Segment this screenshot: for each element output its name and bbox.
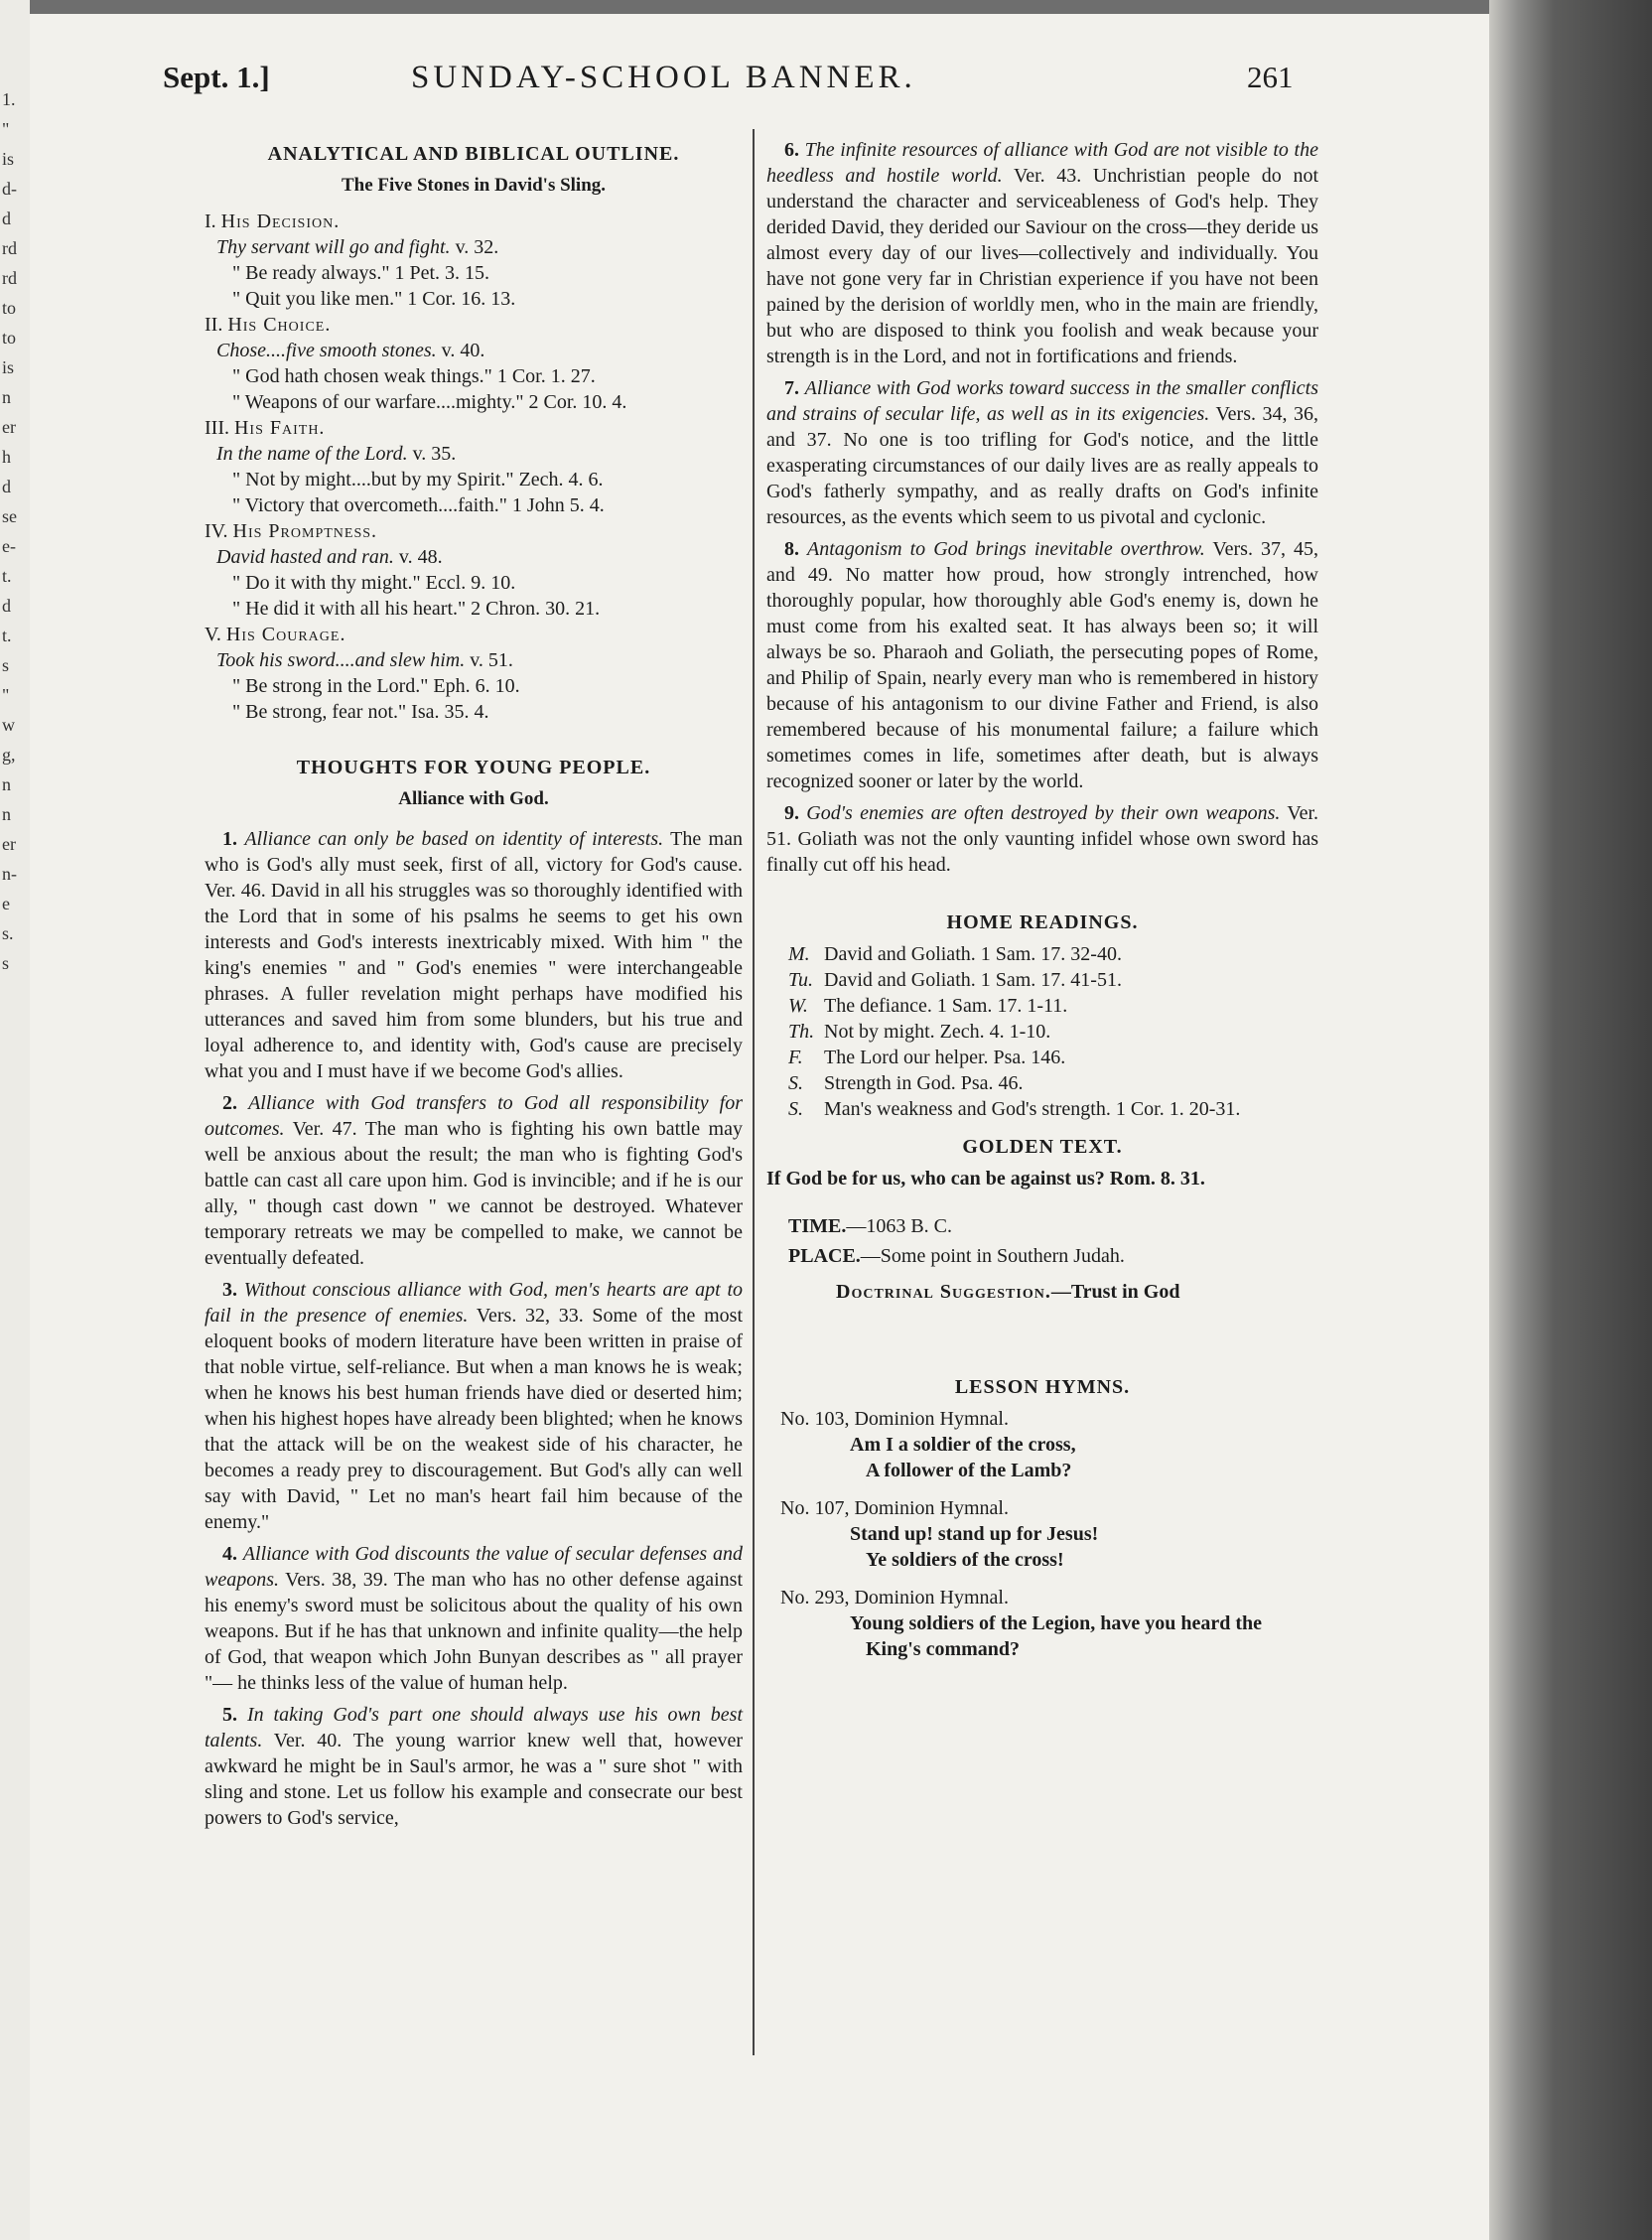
- adjacent-page-fragment: t.: [2, 566, 12, 586]
- home-reading-item: [766, 967, 1318, 993]
- hymn-line: Am I a soldier of the cross,: [850, 1434, 1076, 1456]
- home-reading-item: [766, 993, 1318, 1019]
- reading-text: The defiance. 1 Sam. 17. 1-11.: [824, 995, 1068, 1017]
- outline-numeral: I.: [205, 210, 216, 232]
- adjacent-page-fragment: ": [2, 685, 10, 705]
- adjacent-page-fragment: s.: [2, 923, 14, 943]
- doctrinal-label: Doctrinal Suggestion.: [836, 1281, 1051, 1303]
- hymn-line: King's command?: [866, 1638, 1021, 1660]
- hymn-line: A follower of the Lamb?: [866, 1460, 1072, 1481]
- reading-day: M.: [788, 943, 810, 965]
- thoughts-list-left: [205, 826, 743, 1831]
- adjacent-page-fragment: g,: [2, 745, 16, 765]
- reading-day: F.: [788, 1047, 803, 1068]
- thought-item: [205, 1702, 743, 1831]
- home-reading-item: [766, 1045, 1318, 1070]
- hymn-line: Stand up! stand up for Jesus!: [850, 1523, 1099, 1545]
- thought-item: [205, 1541, 743, 1696]
- outline-numeral: III.: [205, 417, 229, 439]
- thought-body: Vers. 37, 45, and 49. No matter how proud, how strongly intrenched, how thoroughly popular, how thoroughly able God's enemy is, down he must come from his exalted seat. It has always been so; it will always be so. Pharaoh and Goliath, the persecuting popes of Rome, and Philip of Spain, nearly every man who is remembered in history because of his antagonism to our divine Father and Friend, is also remembered because of his monumental failure; a failure which sometimes comes in life, sometimes after death, but is always recognized sooner or later by the world.: [766, 538, 1318, 792]
- outline-quote: " Be ready always." 1 Pet. 3. 15.: [232, 262, 490, 284]
- adjacent-page-fragment: n: [2, 804, 11, 824]
- adjacent-page-fragment: to: [2, 328, 17, 348]
- adjacent-page-fragment: n-: [2, 864, 17, 884]
- outline-quote: " Be strong in the Lord." Eph. 6. 10.: [232, 675, 520, 697]
- thought-item: [766, 137, 1318, 369]
- outline-heading: ANALYTICAL AND BIBLICAL OUTLINE.: [267, 143, 680, 165]
- adjacent-page-fragment: e-: [2, 536, 16, 556]
- thoughts-list-right: [766, 137, 1318, 878]
- outline-quote: " Victory that overcometh....faith." 1 John 5. 4.: [232, 494, 605, 516]
- column-rule: [753, 129, 755, 2055]
- outline-numeral: IV.: [205, 520, 228, 542]
- adjacent-page-fragment: e: [2, 894, 10, 913]
- outline-ref: v. 48.: [398, 546, 443, 568]
- outline-section-title: [205, 415, 743, 441]
- place-label: PLACE.: [788, 1245, 861, 1267]
- place-line: [766, 1243, 1318, 1269]
- outline-quote: " He did it with all his heart." 2 Chron. 30. 21.: [232, 598, 601, 620]
- thought-item: [766, 536, 1318, 794]
- adjacent-page-fragment: t.: [2, 626, 12, 645]
- time-line: [766, 1213, 1318, 1239]
- outline-title: His Decision.: [220, 210, 341, 232]
- thought-body: The man who is God's ally must seek, first of all, victory for God's cause. Ver. 46. David in all his struggles was so thoroughly identified with the Lord that in some of his psalms he seems to get his own interests and God's interests inextricably mixed. With him " the king's enemies " and " God's enemies " were interchangeable phrases. A fuller revelation might perhaps have modified his utterances and saved him from some blunders, but his true and loyal adherence to, and identity with, God's cause are precisely what you and I must have if we become God's allies.: [205, 828, 743, 1082]
- outline-quote: " Quit you like men." 1 Cor. 16. 13.: [232, 288, 516, 310]
- golden-text: If God be for us, who can be against us? Rom. 8. 31.: [766, 1168, 1205, 1190]
- outline-text: [205, 647, 743, 673]
- left-column: [205, 141, 743, 1837]
- doctrinal-value: —Trust in God: [1050, 1281, 1180, 1303]
- thought-number: 9.: [784, 802, 799, 824]
- outline-ref: v. 35.: [412, 443, 457, 465]
- outline-section-title: [205, 622, 743, 647]
- thoughts-heading: THOUGHTS FOR YOUNG PEOPLE.: [296, 757, 651, 778]
- thoughts-subheading: Alliance with God.: [398, 788, 549, 809]
- outline-text: [205, 234, 743, 260]
- thought-lead: Alliance with God works toward success in the smaller conflicts and strains of secular life, as well as in its exigencies.: [766, 377, 1319, 425]
- adjacent-page-fragment: rd: [2, 238, 17, 258]
- thought-item: [766, 800, 1318, 878]
- outline-section-title: [205, 518, 743, 544]
- thought-lead: God's enemies are often destroyed by their own weapons.: [806, 802, 1281, 824]
- home-reading-item: [766, 1019, 1318, 1045]
- time-value: —1063 B. C.: [846, 1215, 953, 1237]
- outline-scripture: Thy servant will go and fight.: [216, 236, 451, 258]
- outline-numeral: II.: [205, 314, 223, 336]
- adjacent-page-strip: [0, 0, 30, 2240]
- thought-lead: Alliance with God transfers to God all responsibility for outcomes.: [205, 1092, 744, 1140]
- thought-item: [205, 826, 743, 1084]
- home-readings-list: [766, 941, 1318, 1122]
- header-title: SUNDAY-SCHOOL BANNER.: [411, 60, 916, 95]
- adjacent-page-fragment: h: [2, 447, 11, 467]
- adjacent-page-fragment: ": [2, 119, 10, 139]
- outline-numeral: V.: [205, 624, 221, 645]
- outline-scripture: Chose....five smooth stones.: [216, 340, 437, 361]
- reading-day: W.: [788, 995, 808, 1017]
- thought-body: Ver. 51. Goliath was not the only vaunting infidel whose own sword has finally cut off his head.: [766, 802, 1319, 876]
- book-edge: [1489, 0, 1652, 2240]
- outline-quote: " Not by might....but by my Spirit." Zech. 4. 6.: [232, 469, 604, 490]
- thought-number: 3.: [222, 1279, 237, 1301]
- reading-text: David and Goliath. 1 Sam. 17. 32-40.: [824, 943, 1122, 965]
- outline-ref: v. 51.: [470, 649, 513, 671]
- adjacent-page-fragment: w: [2, 715, 15, 735]
- thought-item: [205, 1277, 743, 1535]
- adjacent-page-fragment: is: [2, 357, 15, 377]
- adjacent-page-fragment: er: [2, 417, 16, 437]
- thought-number: 4.: [222, 1543, 237, 1565]
- adjacent-page-fragment: n: [2, 387, 11, 407]
- place-value: —Some point in Southern Judah.: [860, 1245, 1125, 1267]
- thought-item: [766, 375, 1318, 530]
- page-number: 261: [1247, 60, 1294, 94]
- outline-quote: " Do it with thy might." Eccl. 9. 10.: [232, 572, 516, 594]
- outline-text: [205, 544, 743, 570]
- hymns-heading: LESSON HYMNS.: [954, 1376, 1131, 1398]
- adjacent-page-fragment: d: [2, 477, 11, 496]
- outline-title: His Choice.: [227, 314, 332, 336]
- adjacent-page-fragment: s: [2, 953, 10, 973]
- adjacent-page-fragment: to: [2, 298, 17, 318]
- thought-body: Vers. 34, 36, and 37. No one is too trifling for God's notice, and the little exasperating circumstances of our daily lives are as really appeals to God's fatherly sympathy, and as really drafts on God's infinite resources, as the events which seem to us pivotal and cyclonic.: [766, 403, 1319, 528]
- home-readings-heading: HOME READINGS.: [946, 911, 1139, 933]
- reading-text: Strength in God. Psa. 46.: [824, 1072, 1024, 1094]
- thought-number: 7.: [784, 377, 799, 399]
- reading-text: David and Goliath. 1 Sam. 17. 41-51.: [824, 969, 1122, 991]
- outline-quote: " God hath chosen weak things." 1 Cor. 1. 27.: [232, 365, 596, 387]
- hymn-number: No. 293, Dominion Hymnal.: [780, 1587, 1009, 1609]
- outline-list: [205, 209, 743, 725]
- reading-text: Not by might. Zech. 4. 1-10.: [824, 1021, 1051, 1043]
- outline-scripture: In the name of the Lord.: [216, 443, 408, 465]
- golden-text-heading: GOLDEN TEXT.: [962, 1136, 1123, 1158]
- outline-title: His Faith.: [233, 417, 326, 439]
- adjacent-page-fragment: er: [2, 834, 16, 854]
- hymn-number: No. 103, Dominion Hymnal.: [780, 1408, 1009, 1430]
- thought-body: Vers. 38, 39. The man who has no other defense against his enemy's sword must be solicitous about the quality of his own weapons. But if he has that unknown and infinite quality—the help of God, that weapon which John Bunyan describes as " all prayer "— he thinks less of the value of human help.: [205, 1569, 744, 1694]
- adjacent-page-fragment: se: [2, 506, 17, 526]
- thought-body: Ver. 43. Unchristian people do not understand the character and serviceableness of God's help. They derided David, they derided our Saviour on the cross—they deride us almost every day of our lives—collectively and individually. You have not gone very far in Christian experience if you have not been pained by the derision of worldly men, who in the main are friendly, but who are disposed to think you foolish and weak because your strength is in the Lord, and not in fortifications and friends.: [766, 165, 1319, 367]
- right-column: [766, 137, 1318, 1662]
- outline-quote: " Be strong, fear not." Isa. 35. 4.: [232, 701, 489, 723]
- adjacent-page-fragment: is: [2, 149, 15, 169]
- outline-subheading: The Five Stones in David's Sling.: [341, 175, 607, 196]
- reading-text: The Lord our helper. Psa. 146.: [824, 1047, 1066, 1068]
- thought-lead: Alliance with God discounts the value of secular defenses and weapons.: [205, 1543, 743, 1591]
- hymn-line: Ye soldiers of the cross!: [866, 1549, 1064, 1571]
- thought-body: Vers. 32, 33. Some of the most eloquent books of modern literature have been written in praise of that noble virtue, self-reliance. But when a man knows he is weak; when he knows his best human friends have died or deserted him; when his highest hopes have already been blighted; when he knows that the attack will be on the weakest side of his character, he becomes a ready prey to discouragement. But God's ally can well say with David, " Let no man's heart fail him because of the enemy.": [205, 1305, 744, 1533]
- hymn-number: No. 107, Dominion Hymnal.: [780, 1497, 1009, 1519]
- reading-day: Th.: [788, 1021, 815, 1043]
- outline-ref: v. 32.: [455, 236, 499, 258]
- thought-lead: The infinite resources of alliance with God are not visible to the heedless and hostile world.: [766, 139, 1318, 187]
- thought-number: 8.: [784, 538, 799, 560]
- thought-body: Ver. 47. The man who is fighting his own battle may well be anxious about the result; the man who is fighting God's battle can cast all care upon him. God is invincible; and if he is our ally, " though cast down " we cannot be destroyed. Whatever temporary retreats we may be compelled to make, we cannot be eventually defeated.: [205, 1118, 743, 1269]
- outline-section-title: [205, 312, 743, 338]
- outline-quote: " Weapons of our warfare....mighty." 2 Cor. 10. 4.: [232, 391, 627, 413]
- adjacent-page-fragment: 1.: [2, 89, 16, 109]
- outline-scripture: David hasted and ran.: [216, 546, 394, 568]
- reading-text: Man's weakness and God's strength. 1 Cor. 1. 20-31.: [824, 1098, 1241, 1120]
- thought-number: 6.: [784, 139, 799, 161]
- adjacent-page-fragment: n: [2, 774, 11, 794]
- outline-scripture: Took his sword....and slew him.: [216, 649, 466, 671]
- thought-item: [205, 1090, 743, 1271]
- thought-lead: Antagonism to God brings inevitable overthrow.: [807, 538, 1205, 560]
- thought-lead: In taking God's part one should always use his own best talents.: [205, 1704, 744, 1751]
- adjacent-page-fragment: s: [2, 655, 10, 675]
- thought-lead: Alliance can only be based on identity of interests.: [244, 828, 664, 850]
- home-reading-item: [766, 1096, 1318, 1122]
- outline-ref: v. 40.: [441, 340, 485, 361]
- hymn-line: Young soldiers of the Legion, have you heard the: [850, 1612, 1263, 1634]
- thought-number: 1.: [222, 828, 237, 850]
- adjacent-page-fragment: d: [2, 209, 11, 228]
- outline-section-title: [205, 209, 743, 234]
- outline-text: [205, 338, 743, 363]
- reading-day: Tu.: [788, 969, 814, 991]
- hymns-list: [766, 1406, 1318, 1662]
- reading-day: S.: [788, 1098, 803, 1120]
- outline-title: His Promptness.: [232, 520, 378, 542]
- outline-text: [205, 441, 743, 467]
- thought-lead: Without conscious alliance with God, men's hearts are apt to fail in the presence of enemies.: [205, 1279, 743, 1327]
- adjacent-page-fragment: rd: [2, 268, 17, 288]
- doctrinal-line: [766, 1279, 1318, 1305]
- home-reading-item: [766, 1070, 1318, 1096]
- reading-day: S.: [788, 1072, 803, 1094]
- header-date: Sept. 1.]: [163, 60, 270, 94]
- home-reading-item: [766, 941, 1318, 967]
- thought-body: Ver. 40. The young warrior knew well that, however awkward he might be in Saul's armor, he was a " sure shot " with sling and stone. Let us follow his example and consecrate our best powers to God's service,: [205, 1730, 743, 1829]
- adjacent-page-fragment: d: [2, 596, 11, 616]
- thought-number: 5.: [222, 1704, 237, 1726]
- outline-title: His Courage.: [225, 624, 346, 645]
- thought-number: 2.: [222, 1092, 237, 1114]
- time-label: TIME.: [788, 1215, 847, 1237]
- adjacent-page-fragment: d-: [2, 179, 17, 199]
